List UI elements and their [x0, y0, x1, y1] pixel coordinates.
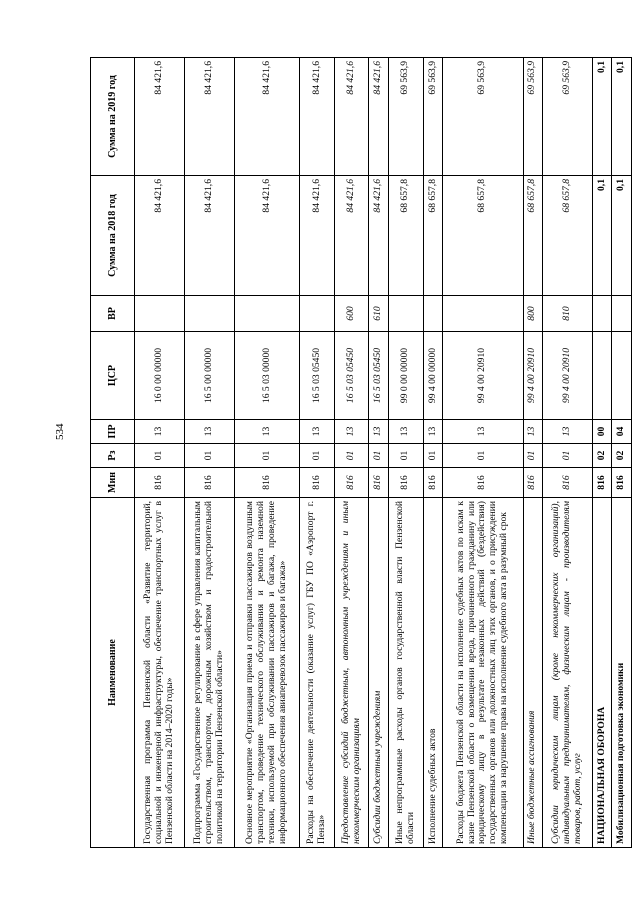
cell-csr: 16 5 03 05450: [369, 332, 388, 420]
cell-rz: 02: [612, 444, 632, 468]
cell-name: Мобилизационная подготовка экономики: [612, 498, 632, 848]
cell-name: Расходы на обеспечение деятельности (оказание услуг) ГБУ ПО «Аэропорт г. Пенза»: [300, 498, 335, 848]
cell-name: Субсидии бюджетным учреждениям: [369, 498, 388, 848]
cell-name: Иные непрограммные расходы органов государственной власти Пензенской области: [388, 498, 423, 848]
cell-pr: 13: [443, 420, 523, 444]
table-row: [612, 58, 632, 848]
cell-name: Иные бюджетные ассигнования: [523, 498, 542, 848]
cell-csr: 16 5 03 05450: [334, 332, 369, 420]
cell-rz: 01: [423, 444, 442, 468]
cell-min: 816: [523, 468, 542, 498]
header-csr: ЦСР: [91, 332, 135, 420]
cell-csr: [612, 332, 632, 420]
cell-csr: 16 5 00 00000: [184, 332, 234, 420]
header-sum-2019: Сумма на 2019 год: [91, 58, 135, 176]
budget-table: [90, 57, 632, 848]
cell-sum-2018: 84 421,6: [184, 176, 234, 296]
cell-name: Расходы бюджета Пензенской области на исполнение судебных актов по искам к казне Пензенской области о возмещении вреда, причиненного гражданину или юридическому лицу в результате незаконных действий (бездействия) государственных органов или должностных лиц этих органов, и о присуждении компенсации за нарушение права на исполнение судебного акта в разумный срок: [443, 498, 523, 848]
cell-vr: [443, 296, 523, 332]
cell-vr: 800: [523, 296, 542, 332]
cell-min: 816: [388, 468, 423, 498]
cell-csr: [592, 332, 611, 420]
cell-csr: 99 4 00 00000: [423, 332, 442, 420]
cell-min: 816: [184, 468, 234, 498]
table-row: [388, 58, 423, 848]
cell-sum-2018: 68 657,8: [443, 176, 523, 296]
cell-csr: 99 4 00 20910: [543, 332, 593, 420]
cell-sum-2019: 69 563,9: [423, 58, 442, 176]
cell-min: 816: [443, 468, 523, 498]
cell-pr: 13: [388, 420, 423, 444]
cell-name: НАЦИОНАЛЬНАЯ ОБОРОНА: [592, 498, 611, 848]
table-header-row: [91, 58, 135, 848]
cell-sum-2019: 84 421,6: [135, 58, 185, 176]
cell-min: 816: [543, 468, 593, 498]
cell-vr: [300, 296, 335, 332]
cell-rz: 01: [543, 444, 593, 468]
table-row: [543, 58, 593, 848]
cell-pr: 04: [612, 420, 632, 444]
table-row: [592, 58, 611, 848]
cell-sum-2019: 84 421,6: [234, 58, 299, 176]
cell-csr: 16 5 03 05450: [300, 332, 335, 420]
cell-csr: 16 5 03 00000: [234, 332, 299, 420]
cell-vr: 610: [369, 296, 388, 332]
cell-min: 816: [135, 468, 185, 498]
cell-pr: 13: [543, 420, 593, 444]
cell-vr: 600: [334, 296, 369, 332]
cell-min: 816: [612, 468, 632, 498]
rotated-page-content: [90, 58, 632, 848]
cell-sum-2019: 0,1: [612, 58, 632, 176]
table-row: [300, 58, 335, 848]
table-row: [369, 58, 388, 848]
cell-name: Государственная программа Пензенской области «Развитие территорий, социальной и инженерной инфраструктуры, обеспечение транспортных услуг в Пензенской области на 2014–2020 годы»: [135, 498, 185, 848]
cell-min: 816: [234, 468, 299, 498]
cell-sum-2018: 68 657,8: [388, 176, 423, 296]
table-row: [423, 58, 442, 848]
header-sum-2018: Сумма на 2018 год: [91, 176, 135, 296]
cell-sum-2018: 68 657,8: [523, 176, 542, 296]
table-row: [184, 58, 234, 848]
cell-sum-2019: 69 563,9: [443, 58, 523, 176]
cell-pr: 13: [184, 420, 234, 444]
cell-pr: 00: [592, 420, 611, 444]
cell-min: 816: [423, 468, 442, 498]
cell-sum-2018: 84 421,6: [334, 176, 369, 296]
cell-sum-2018: 84 421,6: [234, 176, 299, 296]
cell-rz: 01: [369, 444, 388, 468]
cell-rz: 01: [388, 444, 423, 468]
cell-rz: 01: [234, 444, 299, 468]
cell-vr: [388, 296, 423, 332]
cell-name: Предоставление субсидий бюджетным, автономным учреждениям и иным некоммерческим организациям: [334, 498, 369, 848]
cell-rz: 01: [135, 444, 185, 468]
cell-vr: [592, 296, 611, 332]
cell-vr: [234, 296, 299, 332]
cell-sum-2018: 68 657,8: [423, 176, 442, 296]
header-pr: ПР: [91, 420, 135, 444]
cell-csr: 99 4 00 20910: [523, 332, 542, 420]
cell-sum-2018: 84 421,6: [135, 176, 185, 296]
cell-vr: [184, 296, 234, 332]
cell-sum-2019: 69 563,9: [388, 58, 423, 176]
cell-rz: 01: [443, 444, 523, 468]
header-vr: ВР: [91, 296, 135, 332]
cell-rz: 01: [523, 444, 542, 468]
cell-rz: 02: [592, 444, 611, 468]
cell-sum-2019: 0,1: [592, 58, 611, 176]
table-row: [443, 58, 523, 848]
cell-name: Исполнение судебных актов: [423, 498, 442, 848]
cell-rz: 01: [184, 444, 234, 468]
table-row: [523, 58, 542, 848]
header-rz: Рз: [91, 444, 135, 468]
cell-pr: 13: [423, 420, 442, 444]
table-row: [135, 58, 185, 848]
cell-sum-2018: 0,1: [612, 176, 632, 296]
cell-sum-2018: 84 421,6: [369, 176, 388, 296]
cell-sum-2019: 84 421,6: [369, 58, 388, 176]
cell-name: Субсидии юридическим лицам (кроме некоммерческих организаций), индивидуальным предпринимателям, физическим лицам - производителям товаров, работ, услуг: [543, 498, 593, 848]
table-body: [135, 58, 632, 848]
header-min: Мин: [91, 468, 135, 498]
table-row: [334, 58, 369, 848]
page-number: 534: [54, 423, 66, 440]
cell-pr: 13: [135, 420, 185, 444]
cell-csr: 16 0 00 00000: [135, 332, 185, 420]
cell-min: 816: [300, 468, 335, 498]
cell-sum-2019: 84 421,6: [300, 58, 335, 176]
cell-sum-2018: 84 421,6: [300, 176, 335, 296]
cell-pr: 13: [300, 420, 335, 444]
header-name: Наименование: [91, 498, 135, 848]
cell-rz: 01: [300, 444, 335, 468]
cell-min: 816: [369, 468, 388, 498]
cell-min: 816: [334, 468, 369, 498]
cell-sum-2018: 68 657,8: [543, 176, 593, 296]
cell-vr: 810: [543, 296, 593, 332]
table-row: [234, 58, 299, 848]
cell-sum-2019: 84 421,6: [334, 58, 369, 176]
cell-min: 816: [592, 468, 611, 498]
cell-sum-2019: 84 421,6: [184, 58, 234, 176]
cell-name: Основное мероприятие «Организация приема и отправки пассажиров воздушным транспортом, проведение технического обслуживания и ремонта наземной техники, используемой при обслуживании пассажиров и багажа, проведение информационного обеспечения авиаперевозок пассажиров и багажа»: [234, 498, 299, 848]
cell-sum-2019: 69 563,9: [523, 58, 542, 176]
cell-vr: [423, 296, 442, 332]
cell-pr: 13: [523, 420, 542, 444]
cell-name: Подпрограмма «Государственное регулирование в сфере управления капитальным строительством, транспортом, дорожным хозяйством и градостроительной политикой на территории Пензенской области»: [184, 498, 234, 848]
cell-pr: 13: [334, 420, 369, 444]
cell-vr: [135, 296, 185, 332]
cell-rz: 01: [334, 444, 369, 468]
cell-csr: 99 0 00 00000: [388, 332, 423, 420]
cell-pr: 13: [234, 420, 299, 444]
cell-csr: 99 4 00 20910: [443, 332, 523, 420]
cell-sum-2018: 0,1: [592, 176, 611, 296]
cell-vr: [612, 296, 632, 332]
cell-pr: 13: [369, 420, 388, 444]
cell-sum-2019: 69 563,9: [543, 58, 593, 176]
